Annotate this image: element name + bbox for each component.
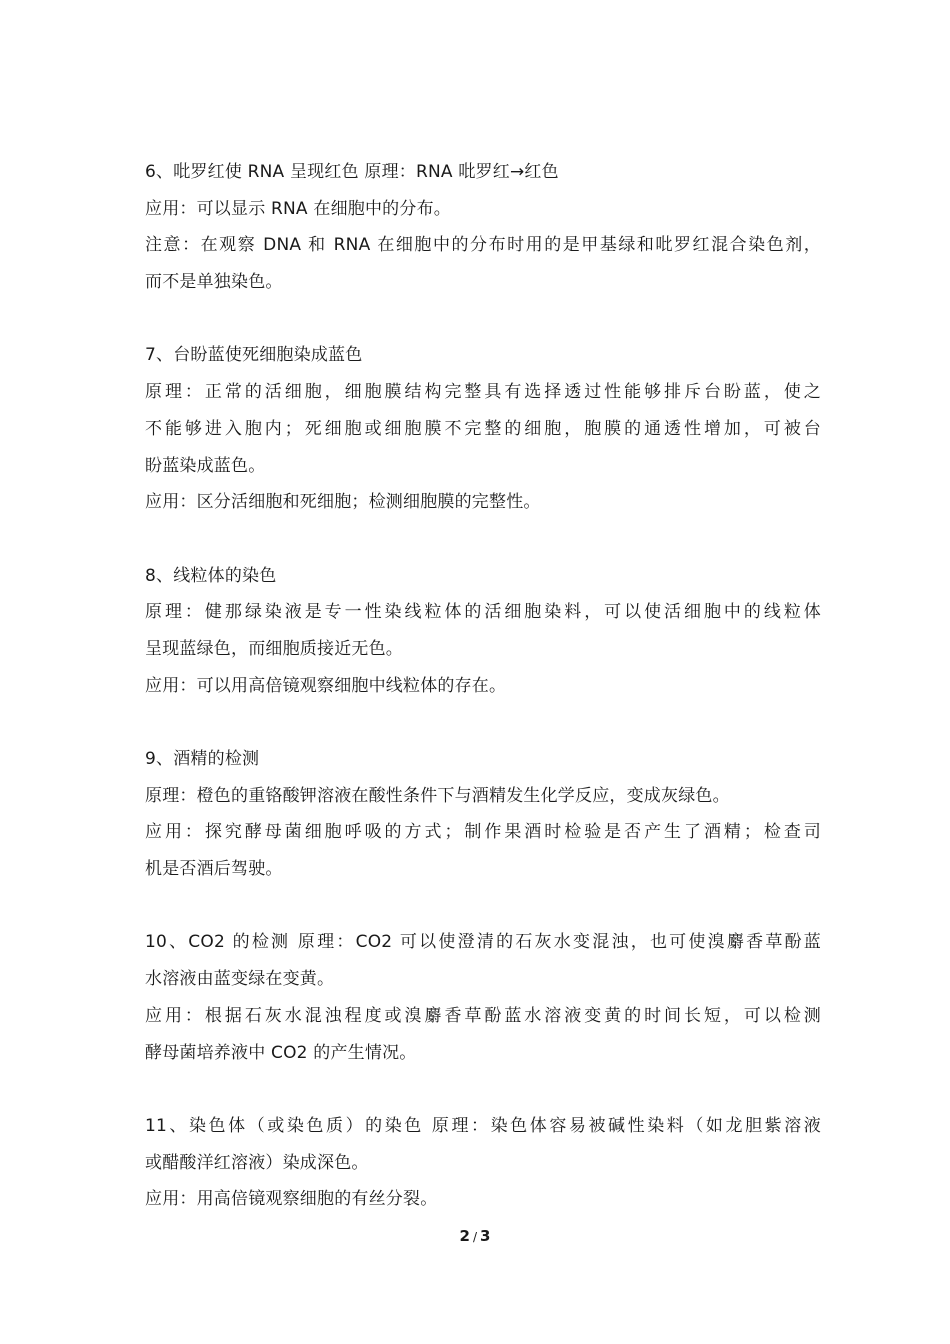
paragraph-line: 注意：在观察 DNA 和 RNA 在细胞中的分布时用的是甲基绿和吡罗红混合染色剂， [145,235,821,256]
paragraph-line: 原理：橙色的重铬酸钾溶液在酸性条件下与酒精发生化学反应，变成灰绿色。 [145,785,730,806]
paragraph-line: 呈现蓝绿色，而细胞质接近无色。 [145,638,403,659]
page-separator: / [472,1230,478,1244]
page-number [0,1226,950,1247]
paragraph-line: 原理：正常的活细胞，细胞膜结构完整具有选择透过性能够排斥台盼蓝，使之 [145,382,821,403]
paragraph-line: 应用：用高倍镜观察细胞的有丝分裂。 [145,1189,438,1210]
current-page-number: 2 [459,1227,470,1245]
heading-8: 8、线粒体的染色 [145,565,277,586]
paragraph-line: 酵母菌培养液中 CO2 的产生情况。 [145,1042,417,1063]
paragraph-line: 或醋酸洋红溶液）染成深色。 [145,1152,369,1173]
paragraph-line: 应用：根据石灰水混浊程度或溴麝香草酚蓝水溶液变黄的时间长短，可以检测 [145,1005,821,1026]
paragraph-line: 不能够进入胞内；死细胞或细胞膜不完整的细胞，胞膜的通透性增加，可被台 [145,418,821,439]
paragraph-line: 应用：可以用高倍镜观察细胞中线粒体的存在。 [145,675,507,696]
total-pages-number: 3 [480,1227,491,1245]
paragraph-line: 原理：健那绿染液是专一性染线粒体的活细胞染料，可以使活细胞中的线粒体 [145,602,821,623]
paragraph-line: 应用：区分活细胞和死细胞；检测细胞膜的完整性。 [145,492,541,513]
paragraph-line: 机是否酒后驾驶。 [145,859,283,880]
paragraph-line: 盼蓝染成蓝色。 [145,455,266,476]
blank-line [145,1071,821,1108]
blank-line [145,704,821,741]
paragraph-line: 而不是单独染色。 [145,272,283,293]
paragraph-line: 应用：探究酵母菌细胞呼吸的方式；制作果酒时检验是否产生了酒精；检查司 [145,822,821,843]
heading-10: 10、CO2 的检测 原理：CO2 可以使澄清的石灰水变混浊，也可使溴麝香草酚蓝 [145,932,821,953]
document-body [145,154,821,1218]
paragraph-line: 应用：可以显示 RNA 在细胞中的分布。 [145,198,451,219]
blank-line [145,301,821,338]
heading-11: 11、染色体（或染色质）的染色 原理：染色体容易被碱性染料（如龙胆紫溶液 [145,1115,821,1136]
heading-7: 7、台盼蓝使死细胞染成蓝色 [145,345,363,366]
paragraph-line: 水溶液由蓝变绿在变黄。 [145,969,335,990]
blank-line [145,888,821,925]
heading-6: 6、吡罗红使 RNA 呈现红色 原理：RNA 吡罗红→红色 [145,162,559,182]
heading-9: 9、酒精的检测 [145,749,260,769]
blank-line [145,521,821,558]
